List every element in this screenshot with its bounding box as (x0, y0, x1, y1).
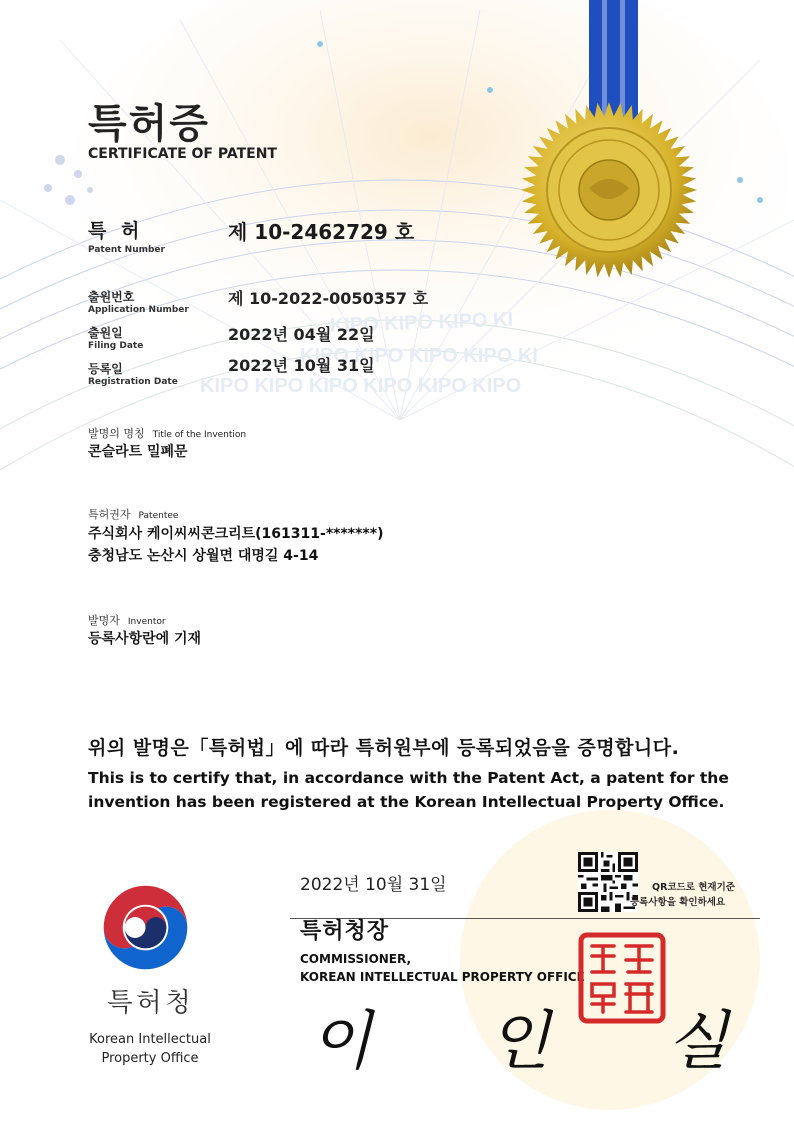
invention-title-label (88, 425, 246, 441)
official-stamp (578, 932, 666, 1024)
office-name-ko: 특허청 (107, 988, 195, 1018)
patentee-value (88, 523, 383, 567)
office-name-en (70, 1030, 230, 1068)
application-number-label-ko: 출원번호 (88, 290, 135, 304)
gold-seal (519, 100, 699, 280)
invention-title-label-ko: 발명의 명칭 (88, 427, 145, 440)
inventor-label-ko: 발명자 (88, 614, 120, 627)
registration-date-label (88, 360, 178, 387)
patent-number-label-en: Patent Number (88, 245, 165, 255)
invention-title-label-en: Title of the Invention (152, 430, 247, 440)
commissioner-title-en-line2: KOREAN INTELLECTUAL PROPERTY OFFICE (300, 970, 585, 984)
filing-date-label (88, 324, 143, 351)
patent-number-value: 제 10-2462729 호 (228, 220, 415, 244)
patentee-label (88, 506, 178, 522)
commissioner-title-en (300, 950, 585, 986)
filing-date-label-ko: 출원일 (88, 326, 123, 340)
svg-text:KIPO KIPO KIPO KIPO KIPO KIPO: KIPO KIPO KIPO KIPO KIPO KIPO (200, 375, 522, 397)
registration-date-value: 2022년 10월 31일 (228, 356, 375, 375)
patent-number-label (88, 216, 165, 255)
qr-code[interactable] (578, 852, 638, 912)
inventor-label (88, 612, 166, 628)
svg-text:KIPO KIPO KIPO KI: KIPO KIPO KIPO KI (329, 308, 514, 337)
application-number-label-en: Application Number (88, 305, 189, 315)
inventor-value: 등록사항란에 기재 (88, 631, 202, 647)
qr-note (630, 880, 770, 910)
certification-statement-ko: 위의 발명은「특허법」에 따라 특허원부에 등록되었음을 증명합니다. (88, 737, 680, 759)
certification-en-line1: This is to certify that, in accordance with the Patent Act, a patent for the (88, 769, 729, 787)
filing-date-label-en: Filing Date (88, 341, 144, 351)
filing-date-value: 2022년 04월 22일 (228, 325, 375, 344)
issue-date: 2022년 10월 31일 (300, 875, 447, 895)
patentee-address: 충청남도 논산시 상월면 대명길 4-14 (88, 548, 319, 564)
commissioner-title-ko: 특허청장 (300, 919, 390, 944)
certificate-subtitle: CERTIFICATE OF PATENT (88, 146, 277, 162)
office-name-en-line1: Korean Intellectual (89, 1032, 211, 1047)
commissioner-title-en-line1: COMMISSIONER, (300, 952, 412, 966)
qr-note-line1: QR코드로 현재기준 (652, 882, 735, 893)
certification-en-line2: invention has been registered at the Korean Intellectual Property Office. (88, 793, 725, 811)
commissioner-signature: 이 인 실 (310, 1005, 777, 1079)
patent-number-label-ko: 특 허 (88, 220, 144, 242)
patentee-label-en: Patentee (138, 511, 179, 521)
application-number-value: 제 10-2022-0050357 호 (228, 289, 429, 308)
certificate-title: 특허증 (88, 101, 210, 147)
svg-text:KIPO KIPO KIPO KIPO KI: KIPO KIPO KIPO KIPO KI (300, 345, 538, 367)
office-name-en-line2: Property Office (101, 1051, 199, 1066)
registration-date-label-en: Registration Date (88, 377, 178, 387)
certification-statement-en (88, 766, 738, 814)
patentee-name: 주식회사 케이씨씨콘크리트(161311-*******) (88, 526, 384, 542)
qr-note-line2: 등록사항을 확인하세요 (630, 897, 726, 908)
patentee-label-ko: 특허권자 (88, 508, 131, 521)
kipo-logo (98, 880, 193, 975)
registration-date-label-ko: 등록일 (88, 362, 123, 376)
inventor-label-en: Inventor (127, 617, 166, 627)
application-number-label (88, 288, 189, 315)
invention-title-value: 콘슬라트 밀폐문 (88, 444, 188, 460)
